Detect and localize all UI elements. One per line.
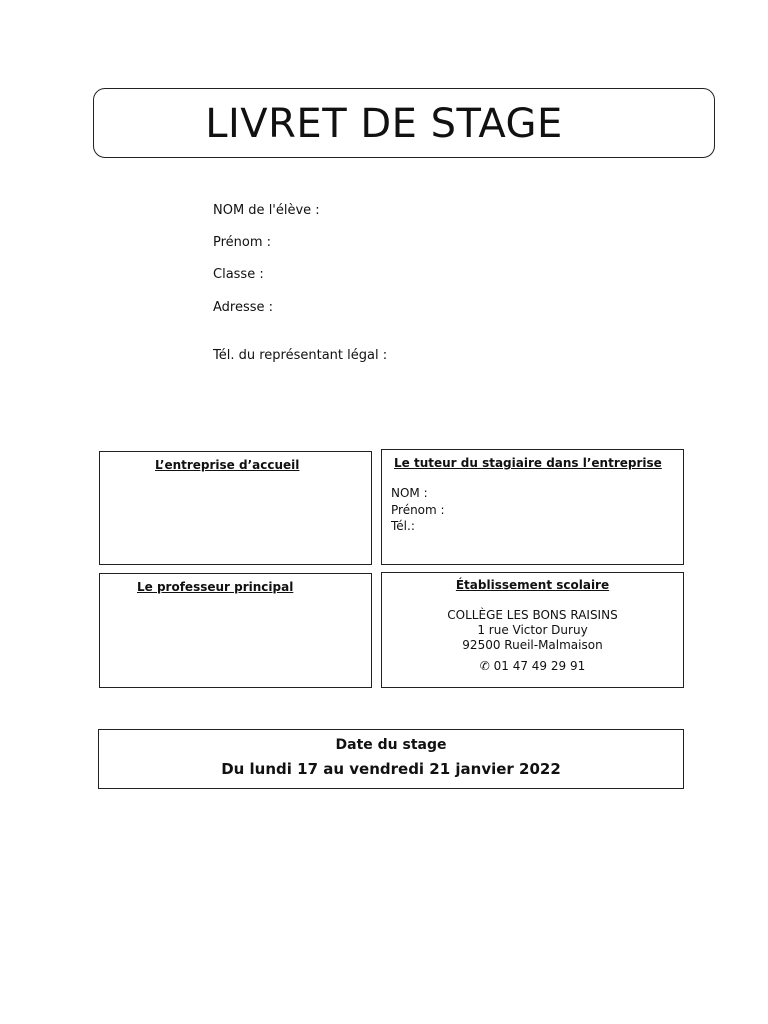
- school-box: [381, 572, 684, 688]
- school-city: 92500 Rueil-Malmaison: [462, 638, 603, 652]
- host-company-box: [99, 451, 372, 565]
- student-name-label: NOM de l'élève :: [213, 203, 320, 218]
- school-phone: ✆ 01 47 49 29 91: [479, 659, 586, 673]
- tutor-firstname-label: Prénom :: [391, 503, 445, 517]
- tutor-heading: Le tuteur du stagiaire dans l’entreprise: [394, 456, 662, 470]
- head-teacher-box: [99, 573, 372, 688]
- internship-date-box: [98, 729, 684, 789]
- head-teacher-heading: Le professeur principal: [137, 580, 294, 594]
- student-class-label: Classe :: [213, 267, 264, 282]
- tutor-name-label: NOM :: [391, 486, 428, 500]
- guardian-phone-label: Tél. du représentant légal :: [213, 348, 388, 363]
- internship-date-range: Du lundi 17 au vendredi 21 janvier 2022: [221, 760, 561, 778]
- student-address-label: Adresse :: [213, 300, 274, 315]
- school-street: 1 rue Victor Duruy: [477, 623, 588, 637]
- student-firstname-label: Prénom :: [213, 235, 272, 250]
- school-name: COLLÈGE LES BONS RAISINS: [447, 608, 618, 622]
- tutor-phone-label: Tél.:: [391, 519, 415, 533]
- internship-date-label: Date du stage: [335, 737, 447, 753]
- host-company-heading: L’entreprise d’accueil: [155, 458, 300, 472]
- tutor-box: [381, 449, 684, 565]
- document-title: LIVRET DE STAGE: [205, 101, 563, 147]
- school-heading: Établissement scolaire: [455, 578, 610, 592]
